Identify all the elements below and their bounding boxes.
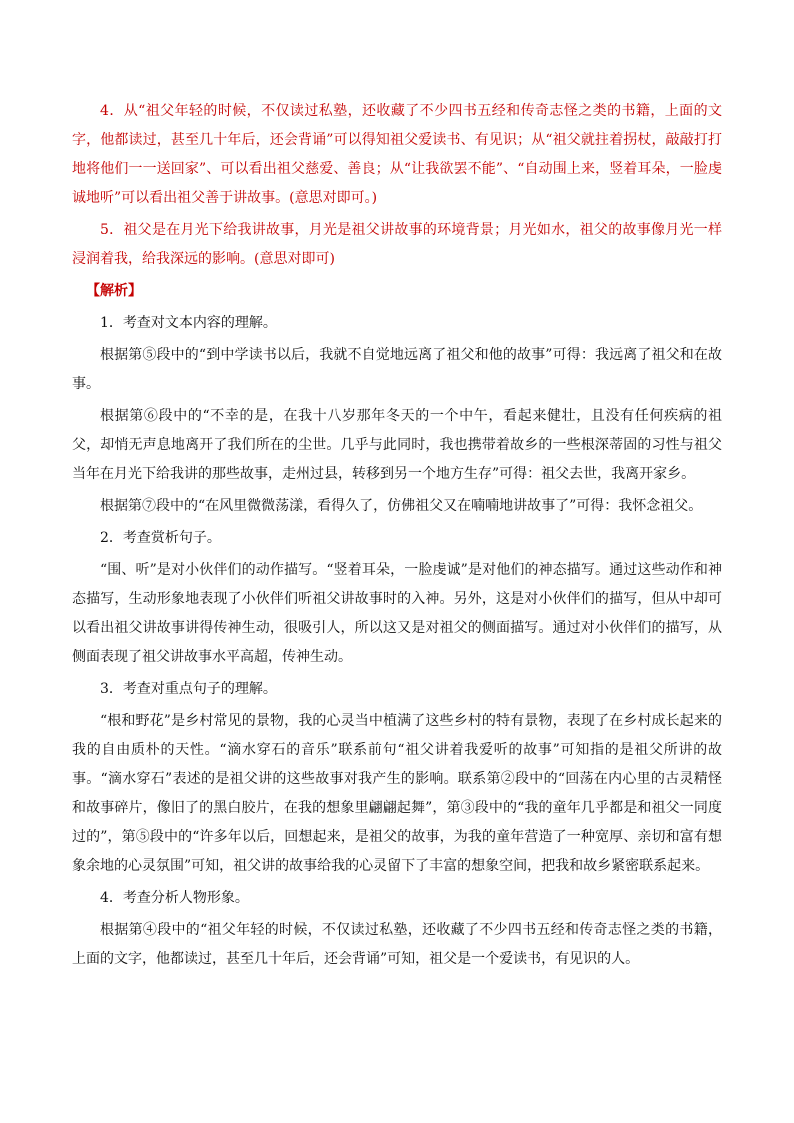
analysis-heading: 【解析】 bbox=[86, 283, 142, 299]
analysis-q1-paragraph-1: 根据第⑤段中的“到中学读书以后，我就不自觉地远离了祖父和他的故事”可得：我远离了祖父和在故事。 bbox=[72, 347, 722, 392]
analysis-q2-title: 2．考查赏析句子。 bbox=[100, 530, 221, 546]
analysis-q4-paragraph-1: 根据第④段中的“祖父年轻的时候，不仅读过私塾，还收藏了不少四书五经和传奇志怪之类的书籍，上面的文字，他都读过，甚至几十年后，还会背诵”可知，祖父是一个爱读书，有见识的人。 bbox=[72, 922, 722, 967]
analysis-q1-paragraph-2: 根据第⑥段中的“不幸的是，在我十八岁那年冬天的一个中午，看起来健壮，且没有任何疾病的祖父，却悄无声息地离开了我们所在的尘世。几乎与此同时，我也携带着故乡的一些根深蒂固的习性与祖父当年在月光下给我讲的那些故事，走州过县，转移到另一个地方生存”可得：祖父去世，我离开家乡。 bbox=[72, 408, 722, 482]
analysis-q3-title: 3．考查对重点句子的理解。 bbox=[100, 681, 277, 697]
analysis-q2-paragraph-1: “围、听”是对小伙伴们的动作描写。“竖着耳朵，一脸虔诚”是对他们的神态描写。通过这些动作和神态描写，生动形象地表现了小伙伴们听祖父讲故事时的入神。另外，这是对小伙伴们的描写，但从中却可以看出祖父讲故事讲得传神生动，很吸引人，所以这又是对祖父的侧面描写。通过对小伙伴们的描写，从侧面表现了祖父讲故事水平高超，传神生动。 bbox=[72, 562, 722, 665]
analysis-q1-title: 1．考查对文本内容的理解。 bbox=[100, 315, 277, 331]
answer-item-4: 4．从“祖父年轻的时候，不仅读过私塾，还收藏了不少四书五经和传奇志怪之类的书籍，上面的文字，他都读过，甚至几十年后，还会背诵”可以得知祖父爱读书、有见识；从“祖父就拄着拐杖，敲敲打打地将他们一一送回家”、可以看出祖父慈爱、善良；从“让我欲罢不能”、“自动围上来，竖着耳朵，一脸虔诚地听”可以看出祖父善于讲故事。(意思对即可。) bbox=[72, 103, 722, 206]
analysis-q4-title: 4．考查分析人物形象。 bbox=[100, 890, 249, 906]
analysis-q1-paragraph-3: 根据第⑦段中的“在风里微微荡漾，看得久了，仿佛祖父又在喃喃地讲故事了”可得：我怀念祖父。 bbox=[100, 498, 703, 514]
analysis-q3-paragraph-1: “根和野花”是乡村常见的景物，我的心灵当中植满了这些乡村的特有景物，表现了在乡村成长起来的我的自由质朴的天性。“滴水穿石的音乐”联系前句“祖父讲着我爱听的故事”可知指的是祖父所讲的故事。“滴水穿石”表述的是祖父讲的这些故事对我产生的影响。联系第②段中的“回荡在内心里的古灵精怪和故事碎片，像旧了的黑白胶片，在我的想象里翩翩起舞”，第③段中的“我的童年几乎都是和祖父一同度过的”，第⑤段中的“许多年以后，回想起来，是祖父的故事，为我的童年营造了一种宽厚、亲切和富有想象余地的心灵氛围”可知，祖父讲的故事给我的心灵留下了丰富的想象空间，把我和故乡紧密联系起来。 bbox=[72, 713, 722, 874]
answer-item-5: 5．祖父是在月光下给我讲故事，月光是祖父讲故事的环境背景；月光如水，祖父的故事像月光一样浸润着我，给我深远的影响。(意思对即可) bbox=[72, 222, 722, 267]
document-content bbox=[72, 97, 722, 977]
